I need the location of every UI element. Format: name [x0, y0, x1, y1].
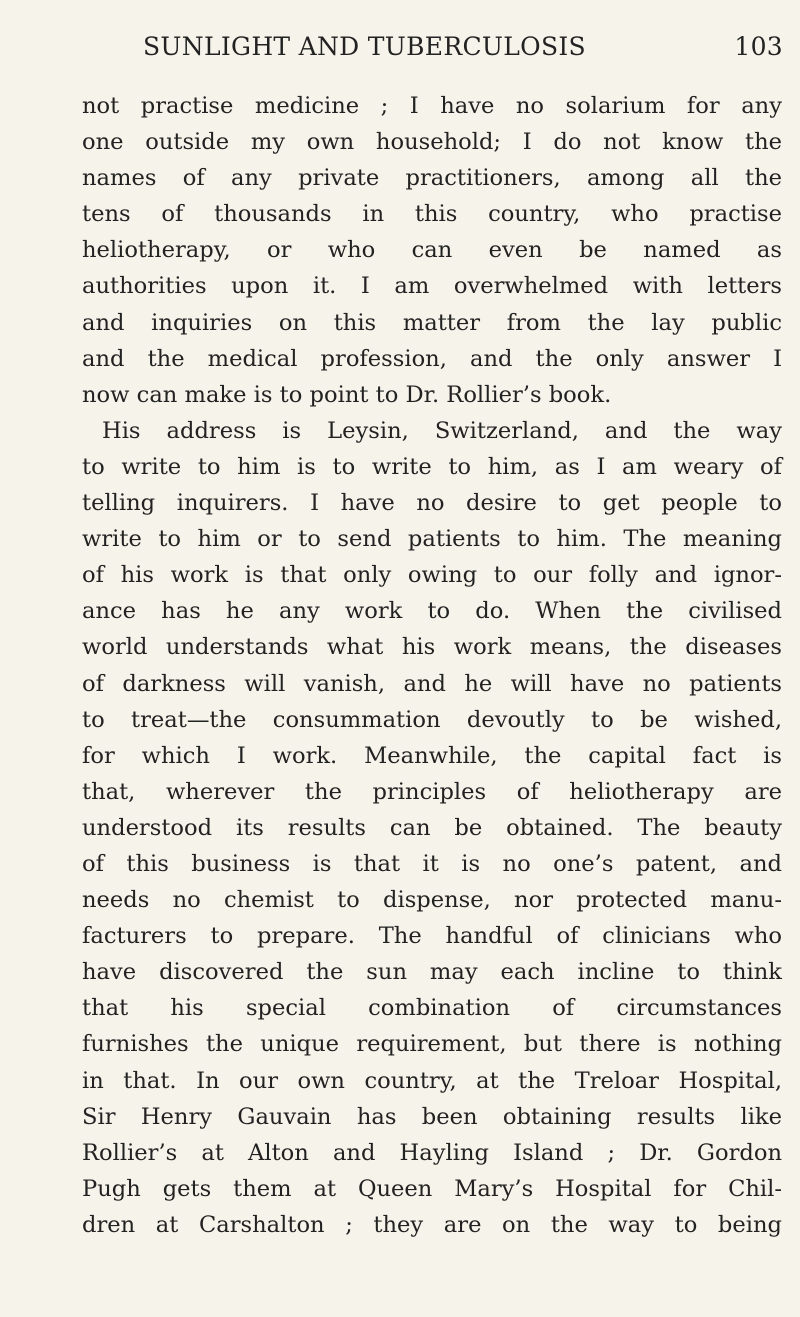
text-line: in that. In our own country, at the Treloar Hospital, [82, 1067, 782, 1094]
text-line: needs no chemist to dispense, nor protected manu- [82, 887, 782, 914]
page-number: 103 [734, 32, 783, 61]
text-line: that his special combination of circumstances [82, 995, 782, 1022]
text-line: of darkness will vanish, and he will have no patients [82, 670, 782, 697]
text-line: write to him or to send patients to him. The meaning [82, 526, 782, 553]
text-line: Sir Henry Gauvain has been obtaining results like [82, 1103, 782, 1130]
text-line: for which I work. Meanwhile, the capital fact is [82, 742, 782, 769]
text-line: Pugh gets them at Queen Mary’s Hospital for Chil- [82, 1175, 782, 1202]
text-line: world understands what his work means, the diseases [82, 634, 782, 661]
text-line: now can make is to point to Dr. Rollier’s book. [82, 381, 612, 408]
text-line: facturers to prepare. The handful of clinicians who [82, 923, 782, 950]
text-line: that, wherever the principles of heliotherapy are [82, 778, 782, 805]
text-line: understood its results can be obtained. The beauty [82, 814, 782, 841]
text-line: of this business is that it is no one’s patent, and [82, 850, 782, 877]
running-header [143, 32, 783, 68]
text-line: names of any private practitioners, among all the [82, 165, 782, 192]
text-line: telling inquirers. I have no desire to get people to [82, 490, 782, 517]
text-line: His address is Leysin, Switzerland, and the way [102, 417, 782, 444]
text-line: and the medical profession, and the only answer I [82, 345, 782, 372]
body-text [82, 88, 782, 1243]
running-title: SUNLIGHT AND TUBERCULOSIS [143, 32, 586, 61]
text-line: to treat—the consummation devoutly to be wished, [82, 706, 782, 733]
text-line: tens of thousands in this country, who practise [82, 201, 782, 228]
text-line: not practise medicine ; I have no solarium for any [82, 93, 782, 119]
text-line: furnishes the unique requirement, but there is nothing [82, 1031, 782, 1058]
text-line: ance has he any work to do. When the civilised [82, 598, 782, 625]
text-line: one outside my own household; I do not know the [82, 129, 782, 156]
text-line: and inquiries on this matter from the lay public [82, 309, 782, 336]
text-line: authorities upon it. I am overwhelmed with letters [82, 273, 782, 300]
text-line: of his work is that only owing to our folly and ignor- [82, 562, 782, 589]
text-line: dren at Carshalton ; they are on the way to being [82, 1211, 782, 1238]
text-line: have discovered the sun may each incline to think [82, 959, 782, 986]
text-line: heliotherapy, or who can even be named as [82, 237, 782, 264]
text-line: Rollier’s at Alton and Hayling Island ; Dr. Gordon [82, 1139, 782, 1166]
text-line: to write to him is to write to him, as I am weary of [82, 453, 782, 480]
